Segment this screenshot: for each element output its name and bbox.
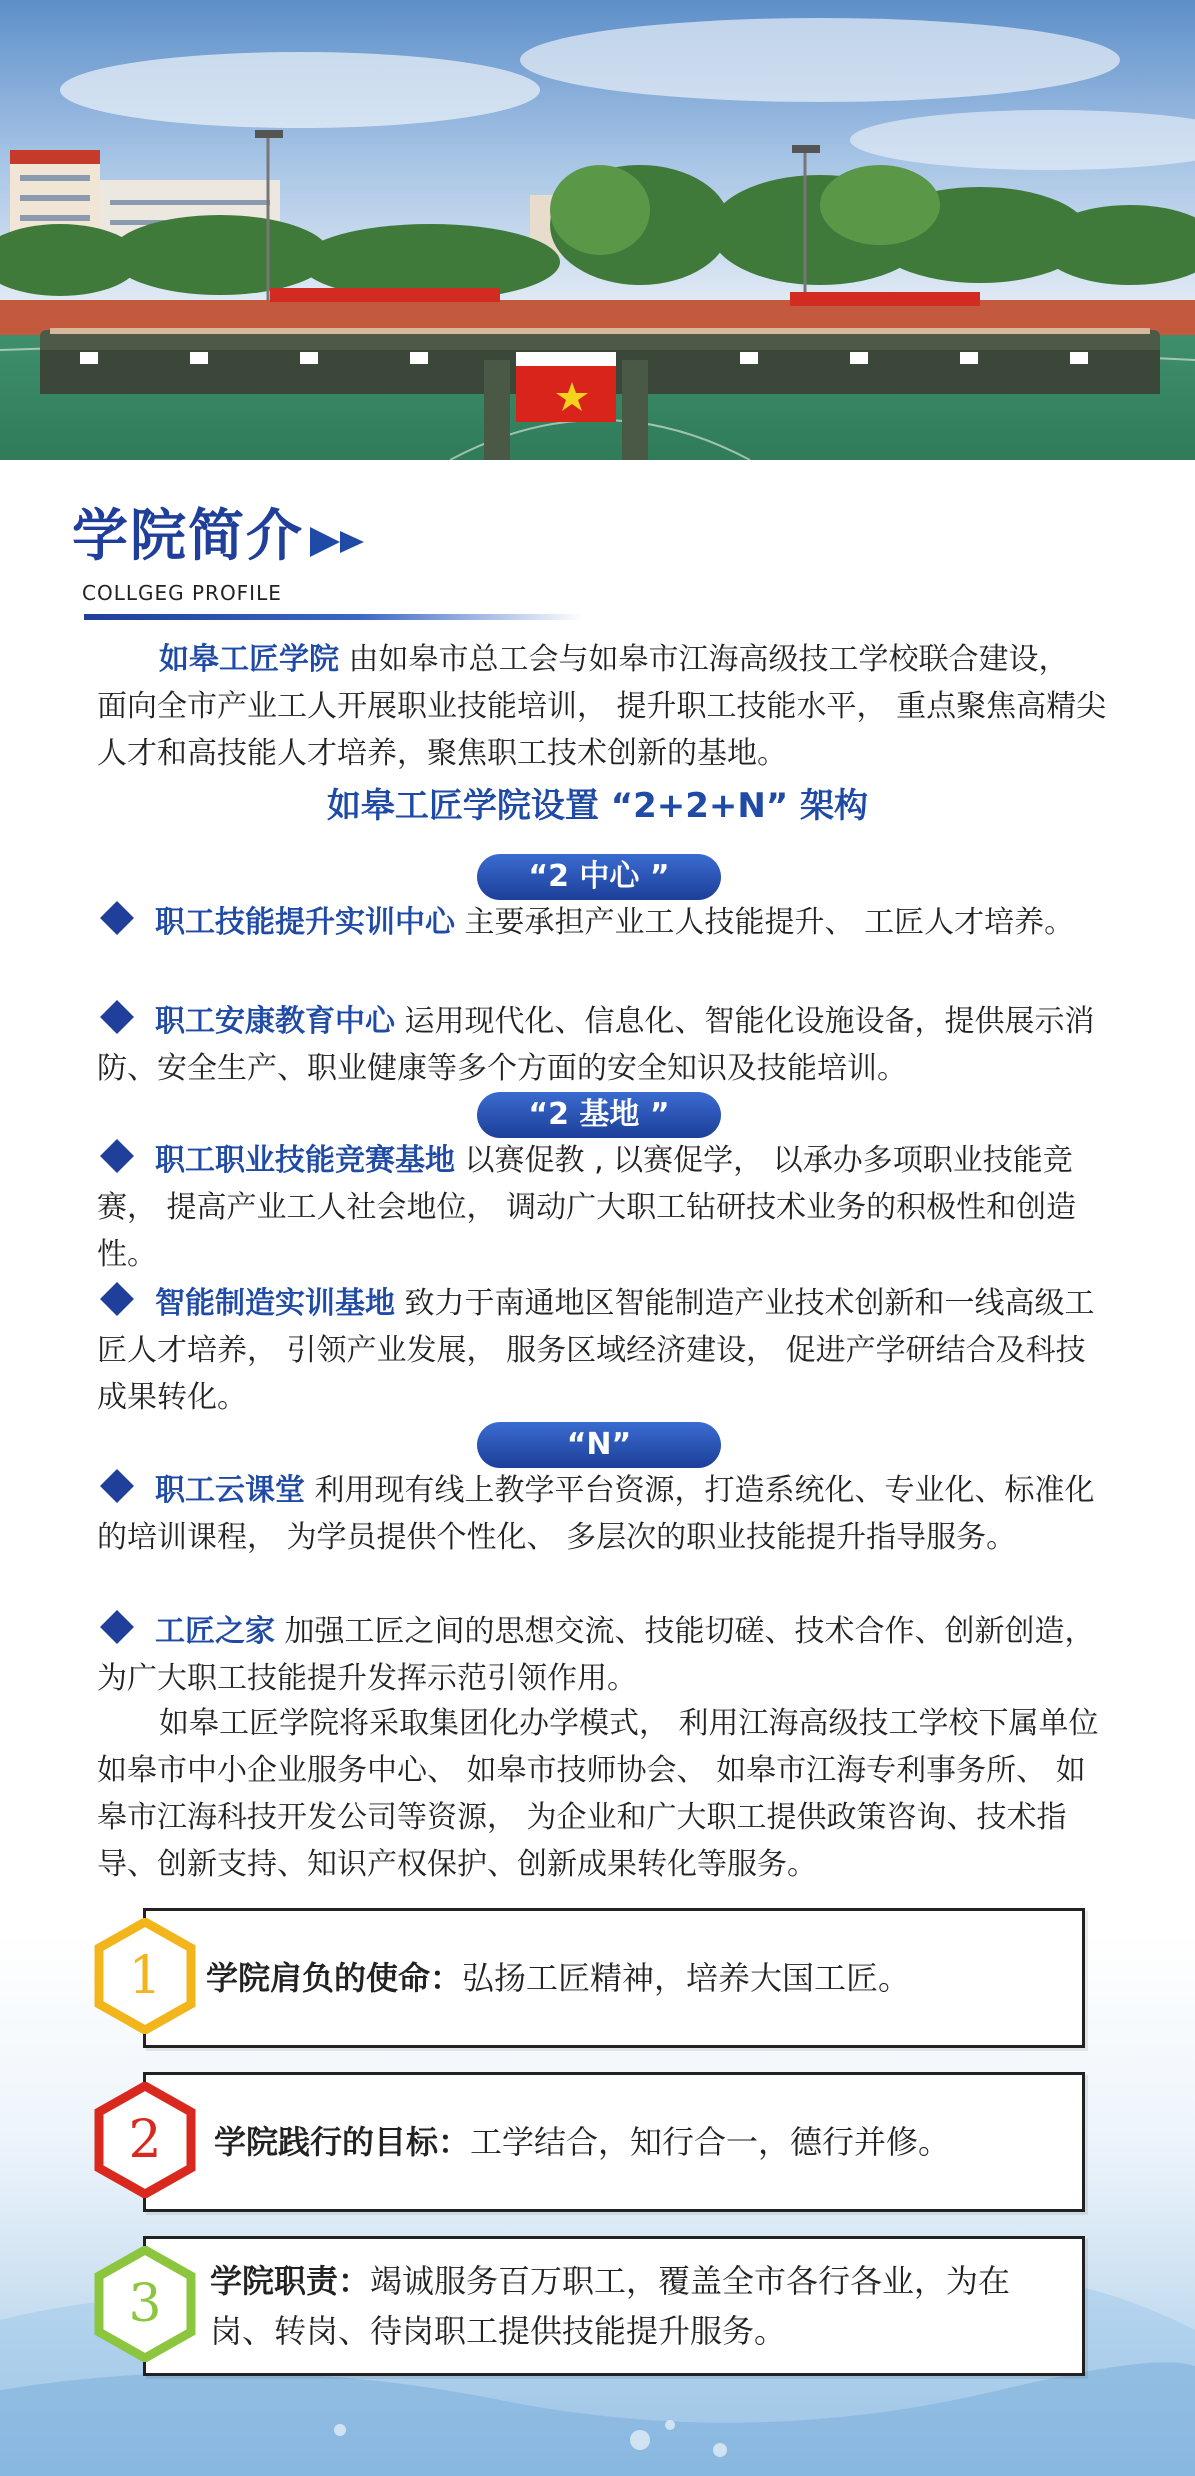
hexagon-number-3	[94, 2246, 196, 2362]
intro-text: 由如皋市总工会与如皋市江海高级技工学校联合建设， 面向全市产业工人开展职业技能培训， 提升职工技能水平， 重点聚焦高精尖人才和高技能人才培养，聚焦职工技术创新的基地。	[97, 642, 1107, 771]
item-text: 利用现有线上教学平台资源，打造系统化、专业化、标准化的培训课程， 为学员提供个性化、 多层次的职业技能提升指导服务。	[97, 1473, 1095, 1555]
list-item	[97, 1608, 1107, 1702]
title-cn: 学院简介	[72, 504, 304, 569]
pillar-number: 1	[128, 1946, 162, 2006]
intro-paragraph	[97, 636, 1107, 777]
diamond-bullet-icon	[100, 1469, 134, 1503]
hero-photo	[0, 0, 1195, 460]
item-name: 职工云课堂	[155, 1473, 305, 1508]
item-text: 加强工匠之间的思想交流、技能切磋、技术合作、创新创造，为广大职工技能提升发挥示范引领作用。	[97, 1614, 1095, 1696]
section-title	[72, 504, 304, 605]
item-name: 职工职业技能竞赛基地	[155, 1143, 455, 1178]
pillar-number: 3	[128, 2274, 162, 2334]
diamond-bullet-icon	[100, 1282, 134, 1316]
item-name: 职工技能提升实训中心	[155, 905, 455, 940]
pillar-text	[214, 2075, 1062, 2209]
diamond-bullet-icon	[100, 1610, 134, 1644]
list-item	[97, 899, 1107, 946]
pillar-label: 学院肩负的使命：	[206, 1959, 463, 1997]
list-item	[97, 1467, 1107, 1561]
pillar-number: 2	[128, 2110, 162, 2170]
closing-paragraph: 如皋工匠学院将采取集团化办学模式， 利用江海高级技工学校下属单位如皋市中小企业服务中心、 如皋市技师协会、 如皋市江海专利事务所、 如皋市江海科技开发公司等资源， 为企业和广大职工提供政策咨询、技术指导、创新支持、知识产权保护、创新成果转化等服务。	[97, 1706, 1099, 1882]
pillar-body: 竭诚服务百万职工，覆盖全市各行各业，为在岗、转岗、待岗职工提供技能提升服务。	[210, 2262, 1011, 2350]
pill-2-centers: “2 中心 ”	[477, 854, 721, 900]
list-item	[97, 1280, 1107, 1421]
pillar-box-mission	[143, 1908, 1085, 2048]
pillar-label: 学院职责：	[210, 2262, 371, 2300]
diamond-bullet-icon	[100, 901, 134, 935]
list-item	[97, 998, 1107, 1092]
pillar-text	[206, 1911, 1062, 2045]
item-text: 主要承担产业工人技能提升、 工匠人才培养。	[464, 905, 1075, 940]
pill-n: “N”	[477, 1422, 721, 1468]
pillar-body: 工学结合，知行合一，德行并修。	[470, 2123, 951, 2161]
pillar-text	[210, 2239, 1062, 2373]
pill-2-bases: “2 基地 ”	[477, 1092, 721, 1138]
item-text: 以赛促教 , 以赛促学， 以承办多项职业技能竞赛， 提高产业工人社会地位， 调动广大职工钻研技术业务的积极性和创造性。	[97, 1143, 1077, 1272]
title-en: COLLGEG PROFILE	[82, 581, 282, 605]
intro-lead: 如皋工匠学院	[159, 642, 339, 677]
list-item	[97, 1137, 1107, 1278]
item-name: 智能制造实训基地	[155, 1286, 395, 1321]
item-text: 致力于南通地区智能制造产业技术创新和一线高级工匠人才培养， 引领产业发展， 服务区域经济建设， 促进产学研结合及科技成果转化。	[97, 1286, 1095, 1415]
pillar-box-goal	[143, 2072, 1085, 2212]
item-name: 工匠之家	[155, 1614, 275, 1649]
double-arrow-icon	[310, 525, 380, 559]
diamond-bullet-icon	[100, 1000, 134, 1034]
structure-title: 如皋工匠学院设置 “2+2+N” 架构	[326, 786, 869, 826]
hexagon-number-1	[94, 1918, 196, 2034]
title-underline	[84, 614, 584, 620]
pillar-label: 学院践行的目标：	[214, 2123, 471, 2161]
pillar-box-duty	[143, 2236, 1085, 2376]
item-name: 职工安康教育中心	[155, 1004, 395, 1039]
item-text: 运用现代化、信息化、智能化设施设备，提供展示消防、安全生产、职业健康等多个方面的安全知识及技能培训。	[97, 1004, 1095, 1086]
pillar-body: 弘扬工匠精神，培养大国工匠。	[462, 1959, 911, 1997]
diamond-bullet-icon	[100, 1139, 134, 1173]
hexagon-number-2	[94, 2082, 196, 2198]
